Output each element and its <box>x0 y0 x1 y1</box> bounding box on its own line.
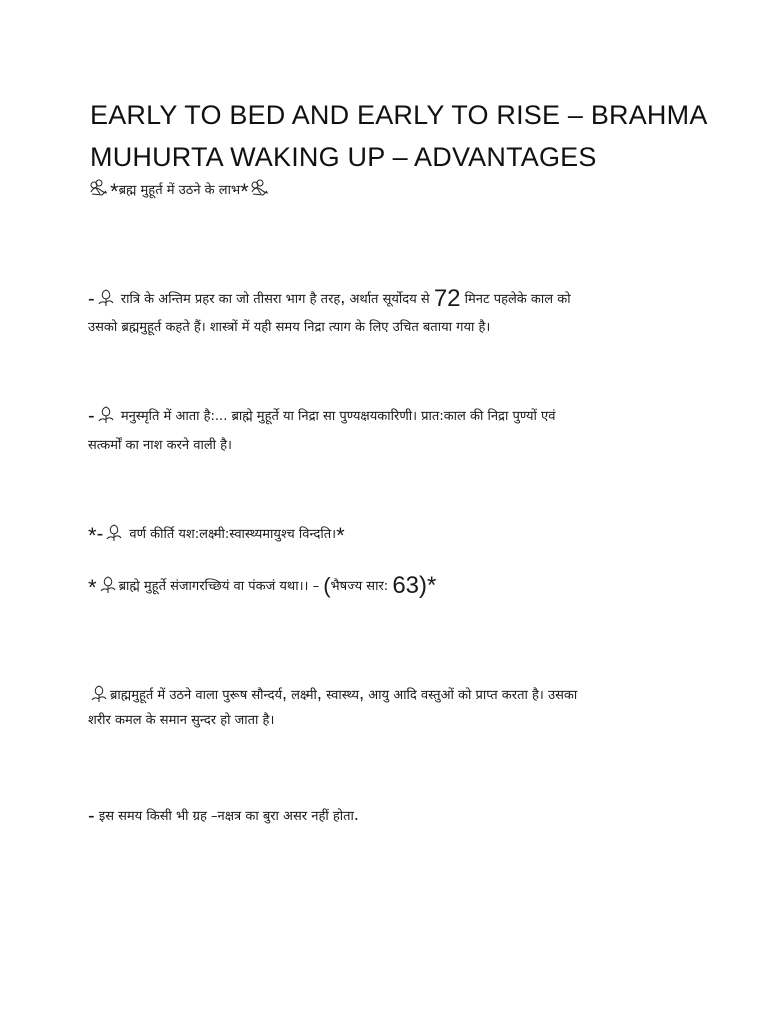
flower-bouquet-icon <box>249 178 271 198</box>
paragraph-4-text: ब्राह्मे मुहूर्ते संजागरच्छियं वा पंकजं यथा।। – <box>118 579 320 594</box>
tulip-icon <box>97 574 119 594</box>
star-symbol: * <box>336 523 345 548</box>
dash-symbol: - <box>96 523 104 545</box>
title-line-1: EARLY TO BED AND EARLY TO RISE – BRAHMA <box>90 100 708 130</box>
paragraph-3 <box>88 522 345 549</box>
tulip-icon <box>103 522 125 542</box>
tulip-icon <box>95 404 117 424</box>
paragraph-5-line-1 <box>88 683 577 704</box>
comma: , <box>316 683 322 703</box>
dash-symbol: - <box>88 288 95 310</box>
subheading <box>88 178 271 205</box>
document-title <box>90 94 710 178</box>
paragraph-6-text: इस समय किसी भी ग्रह –नक्षत्र का बुरा असर नहीं होता <box>98 809 354 824</box>
paragraph-6 <box>88 804 359 828</box>
paragraph-5-text-d: आयु आदि वस्तुओं को प्राप्त करता है। उसका <box>368 688 578 703</box>
star-symbol: * <box>88 575 97 600</box>
paragraph-5-text-b: लक्ष्मी <box>291 688 317 703</box>
paragraph-1-text-a: रात्रि के अन्तिम प्रहर का जो तीसरा भाग है तरह <box>120 292 341 307</box>
paragraph-1-number: 72 <box>433 285 461 312</box>
period: . <box>353 804 359 824</box>
paragraph-2-line-2: सत्कर्मों का नाश करने वाली है। <box>88 438 232 453</box>
comma: , <box>359 683 365 703</box>
star-symbol: * <box>240 179 249 204</box>
paragraph-4 <box>88 572 436 601</box>
star-symbol: * <box>110 179 119 204</box>
paragraph-3-text: वर्ण कीर्ति यश:लक्ष्मी:स्वास्थ्यमायुश्च विन्दति। <box>129 527 337 542</box>
tulip-icon <box>88 683 110 703</box>
paragraph-1-text-b: अर्थात सूर्योदय से <box>349 292 430 307</box>
title-line-2: MUHURTA WAKING UP – ADVANTAGES <box>90 142 597 172</box>
heading-text: ब्रह्म मुहूर्त में उठने के लाभ <box>118 183 241 198</box>
tulip-icon <box>95 287 117 307</box>
star-symbol: * <box>88 523 97 548</box>
paragraph-4-source: भैषज्य सार: <box>330 579 389 594</box>
open-paren: ( <box>323 573 331 598</box>
paragraph-5-text-a: ब्राह्ममुहूर्त में उठने वाला पुरूष सौन्दर्य <box>110 688 283 703</box>
paragraph-1-line-1 <box>88 285 571 313</box>
paragraph-1-text-c: मिनट पहलेके काल को <box>464 292 571 307</box>
paragraph-5-line-2: शरीर कमल के समान सुन्दर हो जाता है। <box>88 713 275 728</box>
paragraph-5-text-c: स्वास्थ्य <box>326 688 360 703</box>
paragraph-2-text: मनुस्मृति में आता है:... ब्राह्मे मुहूर्ते या निद्रा सा पुण्यक्षयकारिणी। प्रात:काल की निद्रा पुण्यों एवं <box>120 409 556 424</box>
paragraph-1-line-2: उसको ब्रह्ममुहूर्त कहते हैं। शास्त्रों में यही समय निद्रा त्याग के लिए उचित बताया गया है। <box>88 320 491 335</box>
dash-symbol: - <box>88 405 95 427</box>
comma: , <box>340 287 346 307</box>
comma: , <box>282 683 288 703</box>
flower-bouquet-icon <box>88 178 110 198</box>
paragraph-2-line-1 <box>88 404 555 428</box>
dash-symbol: - <box>88 805 95 827</box>
paragraph-4-number: 63)* <box>392 572 437 599</box>
